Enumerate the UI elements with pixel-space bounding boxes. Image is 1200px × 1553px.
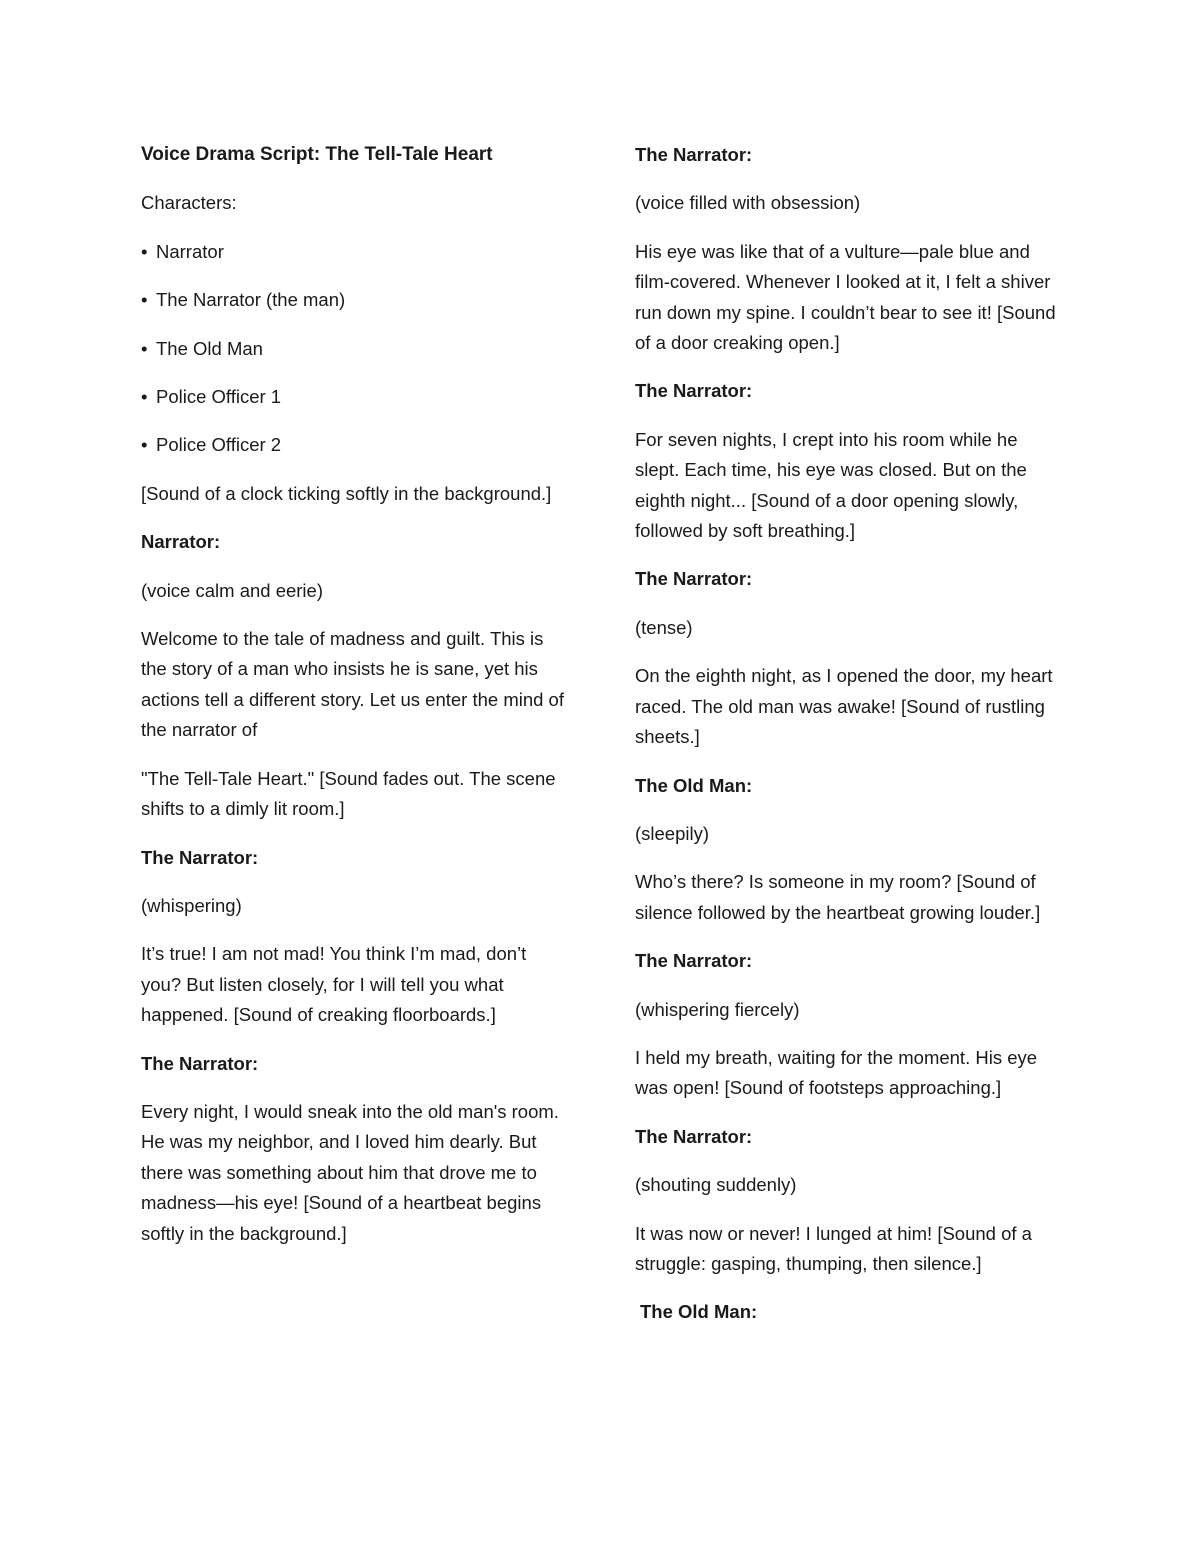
speaker-label: The Narrator: [635, 144, 753, 165]
speaker-label: The Old Man: [640, 1301, 758, 1323]
character-list-item [141, 382, 571, 412]
character-name: The Narrator (the man) [156, 289, 346, 311]
bullet-icon: • [141, 289, 148, 311]
speaker-label: The Narrator: [635, 568, 753, 590]
stage-direction: (sleepily) [635, 822, 710, 844]
bullet-icon: • [141, 337, 148, 359]
dialogue-line: Who’s there? Is someone in my room? [Sound of silence followed by the heartbeat growing louder.] [635, 871, 1041, 923]
character-name: Police Officer 1 [156, 386, 282, 408]
dialogue-line: It was now or never! I lunged at him! [Sound of a struggle: gasping, thumping, then silence.] [635, 1222, 1032, 1274]
stage-direction: (tense) [635, 616, 693, 638]
character-name: Narrator [156, 240, 224, 262]
bullet-icon: • [141, 434, 148, 456]
bullet-icon: • [141, 240, 148, 262]
sound-cue: [Sound of a clock ticking softly in the background.] [141, 482, 552, 504]
speaker-label: The Old Man: [635, 774, 753, 796]
stage-direction: (shouting suddenly) [635, 1174, 797, 1196]
dialogue-line: For seven nights, I crept into his room while he slept. Each time, his eye was closed. But on the eighth night... [Sound of a door opening slowly, followed by soft breathing.] [635, 428, 1027, 542]
speaker-label: Narrator: [141, 531, 221, 553]
bullet-icon: • [141, 386, 148, 408]
stage-direction: (voice calm and eerie) [141, 579, 323, 601]
character-list-item [141, 237, 571, 267]
speaker-label: The Narrator: [141, 1052, 259, 1074]
character-name: Police Officer 2 [156, 434, 282, 456]
speaker-label: The Narrator: [141, 846, 259, 868]
speaker-label: The Narrator: [635, 380, 753, 402]
dialogue-line: I held my breath, waiting for the moment. His eye was open! [Sound of footsteps approaching.] [635, 1046, 1038, 1099]
character-list-item [141, 285, 571, 315]
characters-label: Characters: [141, 192, 237, 214]
character-list-item [141, 430, 571, 460]
dialogue-line: Every night, I would sneak into the old man's room. He was my neighbor, and I loved him dearly. But there was something about him that drove me to madness—his eye! [Sound of a heartbeat begins softly in the background.] [141, 1100, 559, 1244]
dialogue-line: On the eighth night, as I opened the door, my heart raced. The old man was awake! [Sound of rustling sheets.] [635, 665, 1053, 748]
dialogue-line: It’s true! I am not mad! You think I’m mad, don’t you? But listen closely, for I will tell you what happened. [Sound of creaking floorboards.] [141, 943, 527, 1026]
stage-direction: (whispering) [141, 894, 242, 916]
character-name: The Old Man [156, 337, 263, 359]
script-title: Voice Drama Script: The Tell-Tale Heart [141, 144, 493, 165]
stage-direction: (whispering fiercely) [635, 998, 800, 1020]
left-column [141, 140, 571, 1267]
dialogue-line: "The Tell-Tale Heart." [Sound fades out. The scene shifts to a dimly lit room.] [141, 767, 556, 820]
speaker-label: The Narrator: [635, 1125, 753, 1147]
stage-direction: (voice filled with obsession) [635, 192, 861, 214]
speaker-label: The Narrator: [635, 950, 753, 972]
dialogue-line: Welcome to the tale of madness and guilt. This is the story of a man who insists he is sane, yet his actions tell a different story. Let us enter the mind of the narrator of [141, 628, 564, 741]
right-column [635, 140, 1065, 1346]
dialogue-line: His eye was like that of a vulture—pale blue and film-covered. Whenever I looked at it, I felt a shiver run down my spine. I couldn’t bear to see it! [Sound of a door creaking open.] [635, 240, 1056, 354]
character-list-item [141, 334, 571, 364]
